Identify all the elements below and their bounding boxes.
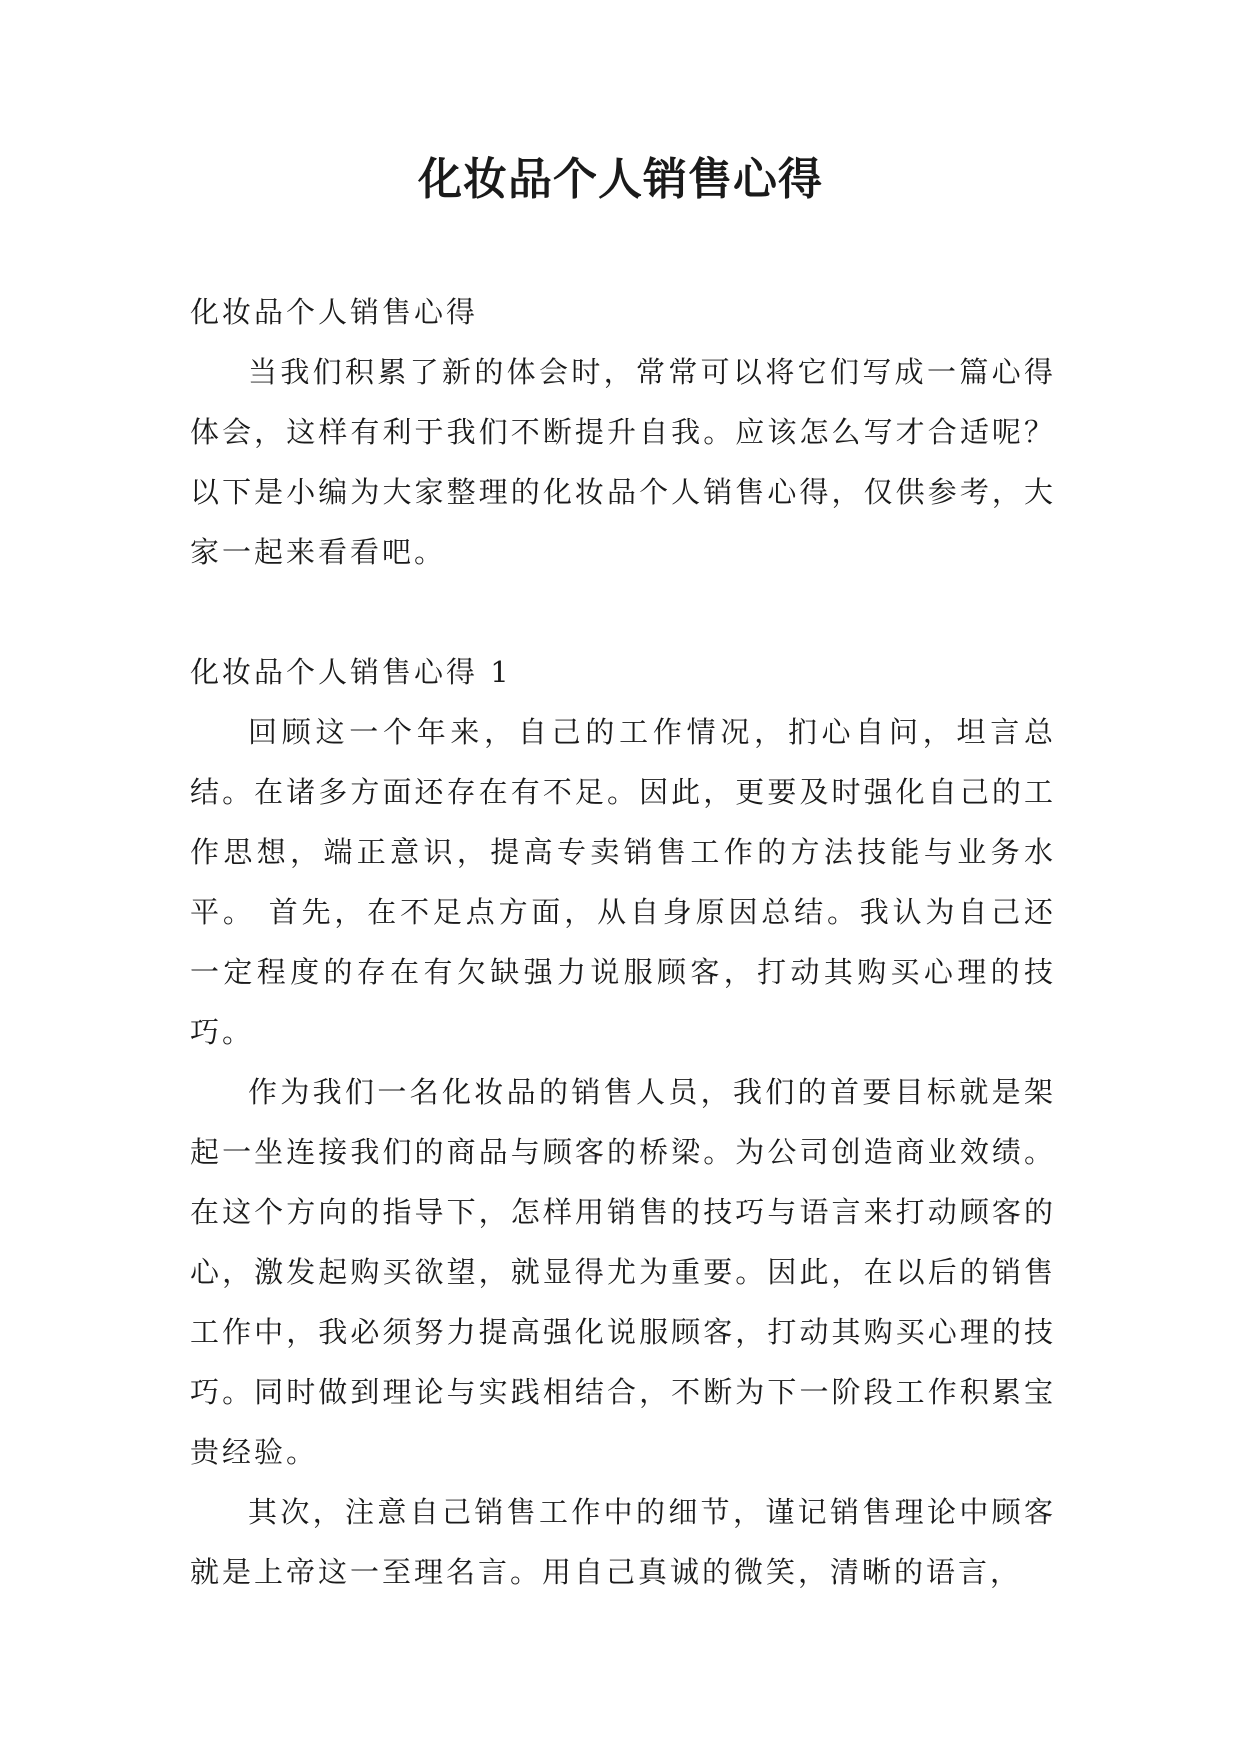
section-heading: 化妆品个人销售心得 1 (190, 655, 512, 689)
intro-paragraph: 当我们积累了新的体会时，常常可以将它们写成一篇心得体会，这样有利于我们不断提升自我。应该怎么写才合适呢？以下是小编为大家整理的化妆品个人销售心得，仅供参考，大家一起来看看吧。 (190, 355, 1056, 569)
document-title: 化妆品个人销售心得 (418, 154, 823, 205)
body-paragraph: 作为我们一名化妆品的销售人员，我们的首要目标就是架起一坐连接我们的商品与顾客的桥梁。为公司创造商业效绩。在这个方向的指导下，怎样用销售的技巧与语言来打动顾客的心，激发起购买欲望，就显得尤为重要。因此，在以后的销售工作中，我必须努力提高强化说服顾客，打动其购买心理的技巧。同时做到理论与实践相结合，不断为下一阶段工作积累宝贵经验。 (190, 1075, 1056, 1469)
body-paragraph: 其次，注意自己销售工作中的细节，谨记销售理论中顾客就是上帝这一至理名言。用自己真诚的微笑，清晰的语言， (190, 1495, 1056, 1589)
section-spacer (190, 582, 1056, 642)
body-paragraph: 回顾这一个年来，自己的工作情况，扪心自问，坦言总结。在诸多方面还存在有不足。因此，更要及时强化自己的工作思想，端正意识，提高专卖销售工作的方法技能与业务水平。 首先，在不足点方面，从自身原因总结。我认为自己还一定程度的存在有欠缺强力说服顾客，打动其购买心理的技巧。 (190, 715, 1056, 1049)
document-body (190, 282, 1056, 1602)
intro-heading: 化妆品个人销售心得 (190, 295, 479, 329)
